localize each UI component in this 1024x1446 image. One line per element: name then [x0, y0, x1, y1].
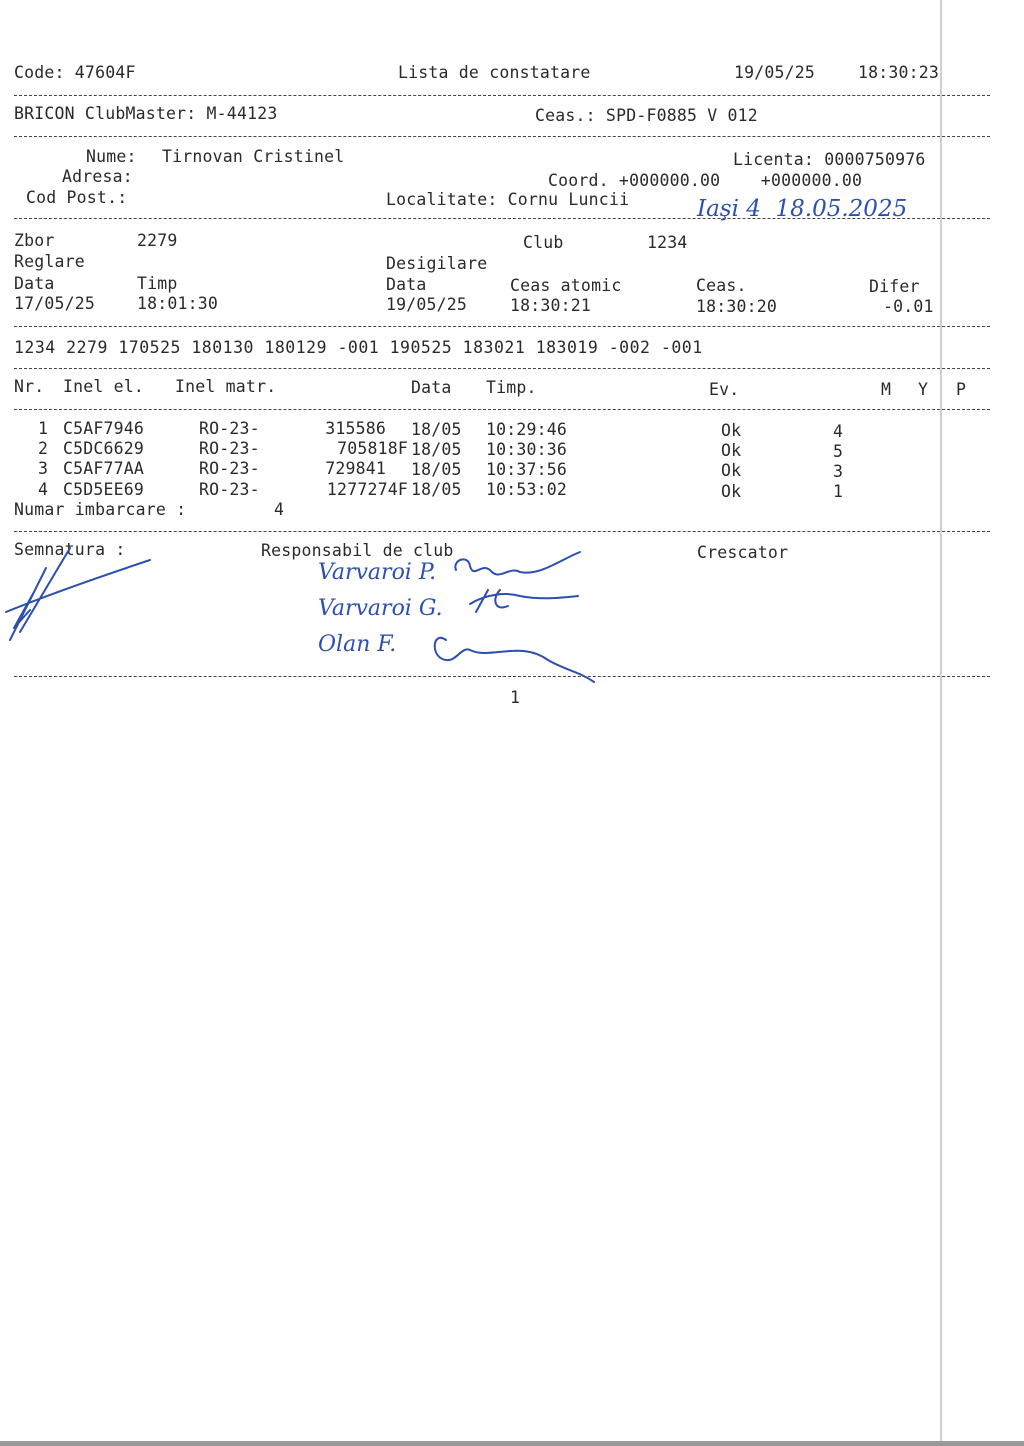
difer-label: Difer [869, 277, 920, 296]
col-data: Data [411, 378, 452, 397]
semnatura-label: Semnatura : [14, 540, 126, 559]
handwritten-place-date: Iaşi 4 18.05.2025 [697, 196, 908, 222]
row-timp: 10:37:56 [486, 460, 568, 479]
reglare-timp-label: Timp [137, 274, 178, 293]
row-matr: 1277274F [326, 480, 408, 499]
col-nr: Nr. [14, 377, 45, 396]
license: Licenta: 0000750976 [733, 150, 926, 169]
code-line: 1234 2279 170525 180130 180129 -001 190525 183021 183019 -002 -001 [14, 338, 703, 357]
col-inel-el: Inel el. [63, 377, 145, 396]
zbor-label: Zbor [14, 231, 55, 250]
report-date: 19/05/25 [734, 63, 816, 82]
row-nr: 2 [38, 439, 49, 458]
row-inel-el: C5D5EE69 [63, 480, 145, 499]
page-number: 1 [510, 688, 521, 707]
row-matr: 315586 [325, 419, 386, 438]
row-timp: 10:53:02 [486, 480, 568, 499]
row-ev: Ok [721, 482, 742, 501]
row-prefix: RO-23- [199, 419, 260, 438]
signer-name-3: Olan F. [318, 632, 397, 657]
row-nr: 4 [38, 480, 49, 499]
report-code: Code: 47604F [14, 63, 136, 82]
desigilare-data-label: Data [386, 275, 427, 294]
reglare-timp: 18:01:30 [137, 294, 219, 313]
signer-name-2: Varvaroi G. [318, 596, 443, 621]
scan-edge [940, 0, 942, 1446]
row-inel-el: C5AF77AA [63, 459, 145, 478]
ceas-value: 18:30:20 [696, 297, 778, 316]
zbor-value: 2279 [137, 231, 178, 250]
coordinates: Coord. +000000.00 +000000.00 [548, 171, 863, 190]
row-data: 18/05 [411, 480, 462, 499]
col-m: M [881, 380, 892, 399]
row-ev: Ok [721, 421, 742, 440]
col-ev: Ev. [709, 380, 740, 399]
row-m: 1 [833, 482, 844, 501]
desigilare-label: Desigilare [386, 254, 488, 273]
row-nr: 1 [38, 419, 49, 438]
address-label: Adresa: [62, 167, 133, 186]
row-timp: 10:30:36 [486, 440, 568, 459]
row-prefix: RO-23- [199, 459, 260, 478]
col-y: Y [918, 380, 929, 399]
difer-value: -0.01 [883, 297, 934, 316]
col-timp: Timp. [486, 378, 537, 397]
row-m: 5 [833, 442, 844, 461]
reglare-label: Reglare [14, 252, 85, 271]
report-time: 18:30:23 [858, 63, 940, 82]
desigilare-data: 19/05/25 [386, 295, 468, 314]
row-m: 3 [833, 462, 844, 481]
row-prefix: RO-23- [199, 480, 260, 499]
name-label: Nume: [86, 147, 137, 166]
total-label: Numar imbarcare : [14, 500, 187, 519]
row-prefix: RO-23- [199, 439, 260, 458]
responsabil-label: Responsabil de club [261, 541, 454, 560]
club-label: Club [523, 233, 564, 252]
row-data: 18/05 [411, 440, 462, 459]
col-inel-matr: Inel matr. [175, 377, 277, 396]
system-name: BRICON ClubMaster: M-44123 [14, 104, 278, 123]
postcode-label: Cod Post.: [26, 188, 128, 207]
crescator-label: Crescator [697, 543, 789, 562]
ceas-atomic-value: 18:30:21 [510, 296, 592, 315]
report-title: Lista de constatare [398, 63, 591, 82]
row-data: 18/05 [411, 460, 462, 479]
reglare-data: 17/05/25 [14, 294, 96, 313]
owner-name: Tirnovan Cristinel [162, 147, 345, 166]
scan-edge [0, 1441, 1024, 1446]
row-inel-el: C5DC6629 [63, 439, 145, 458]
ceas-label: Ceas. [696, 276, 747, 295]
total-value: 4 [274, 500, 285, 519]
reglare-data-label: Data [14, 274, 55, 293]
row-matr: 729841 [325, 459, 386, 478]
locality: Localitate: Cornu Luncii [386, 190, 630, 209]
row-nr: 3 [38, 459, 49, 478]
row-m: 4 [833, 422, 844, 441]
row-ev: Ok [721, 461, 742, 480]
separator [14, 676, 990, 677]
row-data: 18/05 [411, 420, 462, 439]
ceas-atomic-label: Ceas atomic [510, 276, 622, 295]
col-p: P [956, 380, 967, 399]
clock-id: Ceas.: SPD-F0885 V 012 [535, 106, 758, 125]
row-ev: Ok [721, 441, 742, 460]
row-timp: 10:29:46 [486, 420, 568, 439]
row-matr: 705818F [337, 439, 408, 458]
club-value: 1234 [647, 233, 688, 252]
signer-name-1: Varvaroi P. [318, 560, 437, 585]
row-inel-el: C5AF7946 [63, 419, 145, 438]
